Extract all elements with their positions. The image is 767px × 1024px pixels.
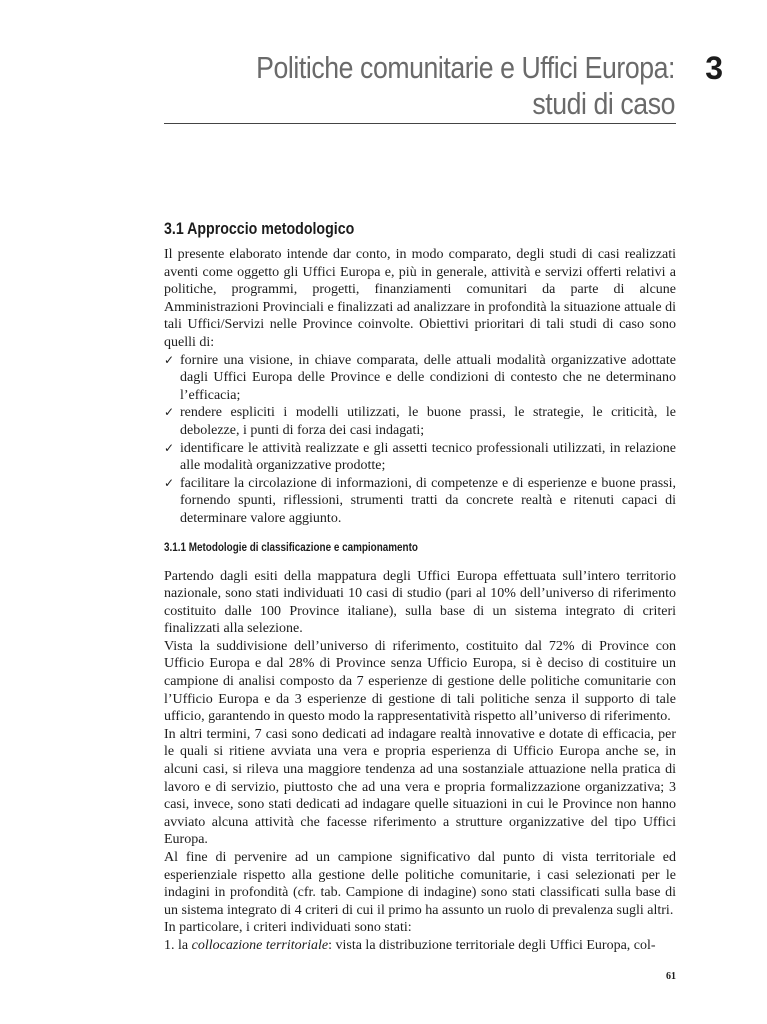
objective-item [164,352,676,405]
chapter-number: 3 [705,50,723,86]
spacer [164,528,676,540]
objective-text: facilitare la circolazione di informazioni, di competenze e di esperienze e buone prassi, fornendo spunti, riflessioni, strumenti tratti da concrete realtà e ritenuti capaci di determinare valore aggiunto. [180,475,676,526]
subsection-paragraph-5: In particolare, i criteri individuati sono stati: [164,920,412,936]
objective-item [164,404,676,439]
subsection-paragraph-1: Partendo dagli esiti della mappatura degli Uffici Europa effettuata sull’intero territorio nazionale, sono stati individuati 10 casi di studio (pari al 10% dell’universo di riferimento costituito dalle 100 Province italiane), sulla base di un sistema integrato di criteri finalizzati alla selezione. [164,568,676,637]
objective-text: rendere espliciti i modelli utilizzati, le buone prassi, le strategie, le criticità, le debolezze, i punti di forza dei casi indagati; [180,405,676,438]
chapter-title-line-1: Politiche comunitarie e Uffici Europa: [256,50,675,85]
check-mark-icon: ✓ [164,405,175,420]
criteria-text: : vista la distribuzione territoriale degli Uffici Europa, col- [328,937,656,953]
page-number: 61 [666,971,676,982]
main-content [164,218,676,955]
criteria-item-1 [164,937,676,955]
subsection-paragraph-2: Vista la suddivisione dell’universo di riferimento, costituito dal 72% di Province con Ufficio Europa e dal 28% di Province senza Ufficio Europa, si è deciso di costituire un campione di analisi composto da 7 esperienze di gestione delle politiche comunitarie con l’Ufficio Europa e da 3 esperienze di gestione di tali politiche senza il supporto di tale ufficio, garantendo in questo modo la rappresentatività rispetto all’universo di riferimento. [164,638,676,725]
section-intro-paragraph: Il presente elaborato intende dar conto, in modo comparato, degli studi di casi realizzati aventi come oggetto gli Uffici Europa e, più in generale, attività e servizi offerti relativi a politiche, programmi, progetti, finanziamenti comunitari da parte di alcune Amministrazioni Provinciali e finalizzati ad analizzare in profondità la situazione attuale di tali Uffici/Servizi nelle Province coinvolte. Obiettivi prioritari di tali studi di caso sono quelli di: [164,247,676,350]
subsection-heading: 3.1.1 Metodologie di classificazione e campionamento [164,541,418,554]
objective-item [164,475,676,528]
check-mark-icon: ✓ [164,440,175,455]
check-mark-icon: ✓ [164,475,175,490]
subsection-paragraph-4: Al fine di pervenire ad un campione significativo dal punto di vista territoriale ed esperienziale rispetto alla gestione delle politiche comunitarie, i casi selezionati per le indagini in profondità (cfr. tab. Campione di indagine) sono stati classificati sulla base di un sistema integrato di 4 criteri di cui il primo ha assunto un ruolo di prevalenza sugli altri. [164,850,676,918]
criteria-number: 1. la [164,937,192,953]
header-divider [164,123,676,124]
objective-text: fornire una visione, in chiave comparata, delle attuali modalità organizzative adottate dagli Uffici Europa delle Province e delle condizioni di contesto che ne determinano l’efficacia; [180,352,676,403]
objective-text: identificare le attività realizzate e gli assetti tecnico professionali utilizzati, in relazione alle modalità organizzative prodotte; [180,440,676,474]
check-mark-icon: ✓ [164,352,175,367]
chapter-title [193,50,675,122]
section-heading: 3.1 Approccio metodologico [164,220,355,238]
criteria-emphasis: collocazione territoriale [191,937,329,953]
chapter-title-line-2: studi di caso [532,86,675,121]
subsection-paragraph-3: In altri termini, 7 casi sono dedicati ad indagare realtà innovative e dotate di efficacia, per le quali si ritiene avviata una vera e propria esperienza di Ufficio Europa anche se, in alcuni casi, si rileva una maggiore tendenza ad una sostanziale attuazione nella pratica di lavoro e di servizio, piuttosto che ad una vera e propria formalizzazione organizzativa; 3 casi, invece, sono stati dedicati ad indagare quelle situazioni in cui le Province non hanno avviato alcuna attività che facesse riferimento a strutture organizzative del tipo Uffici Europa. [164,726,676,848]
objectives-list [164,352,676,528]
objective-item [164,440,676,475]
